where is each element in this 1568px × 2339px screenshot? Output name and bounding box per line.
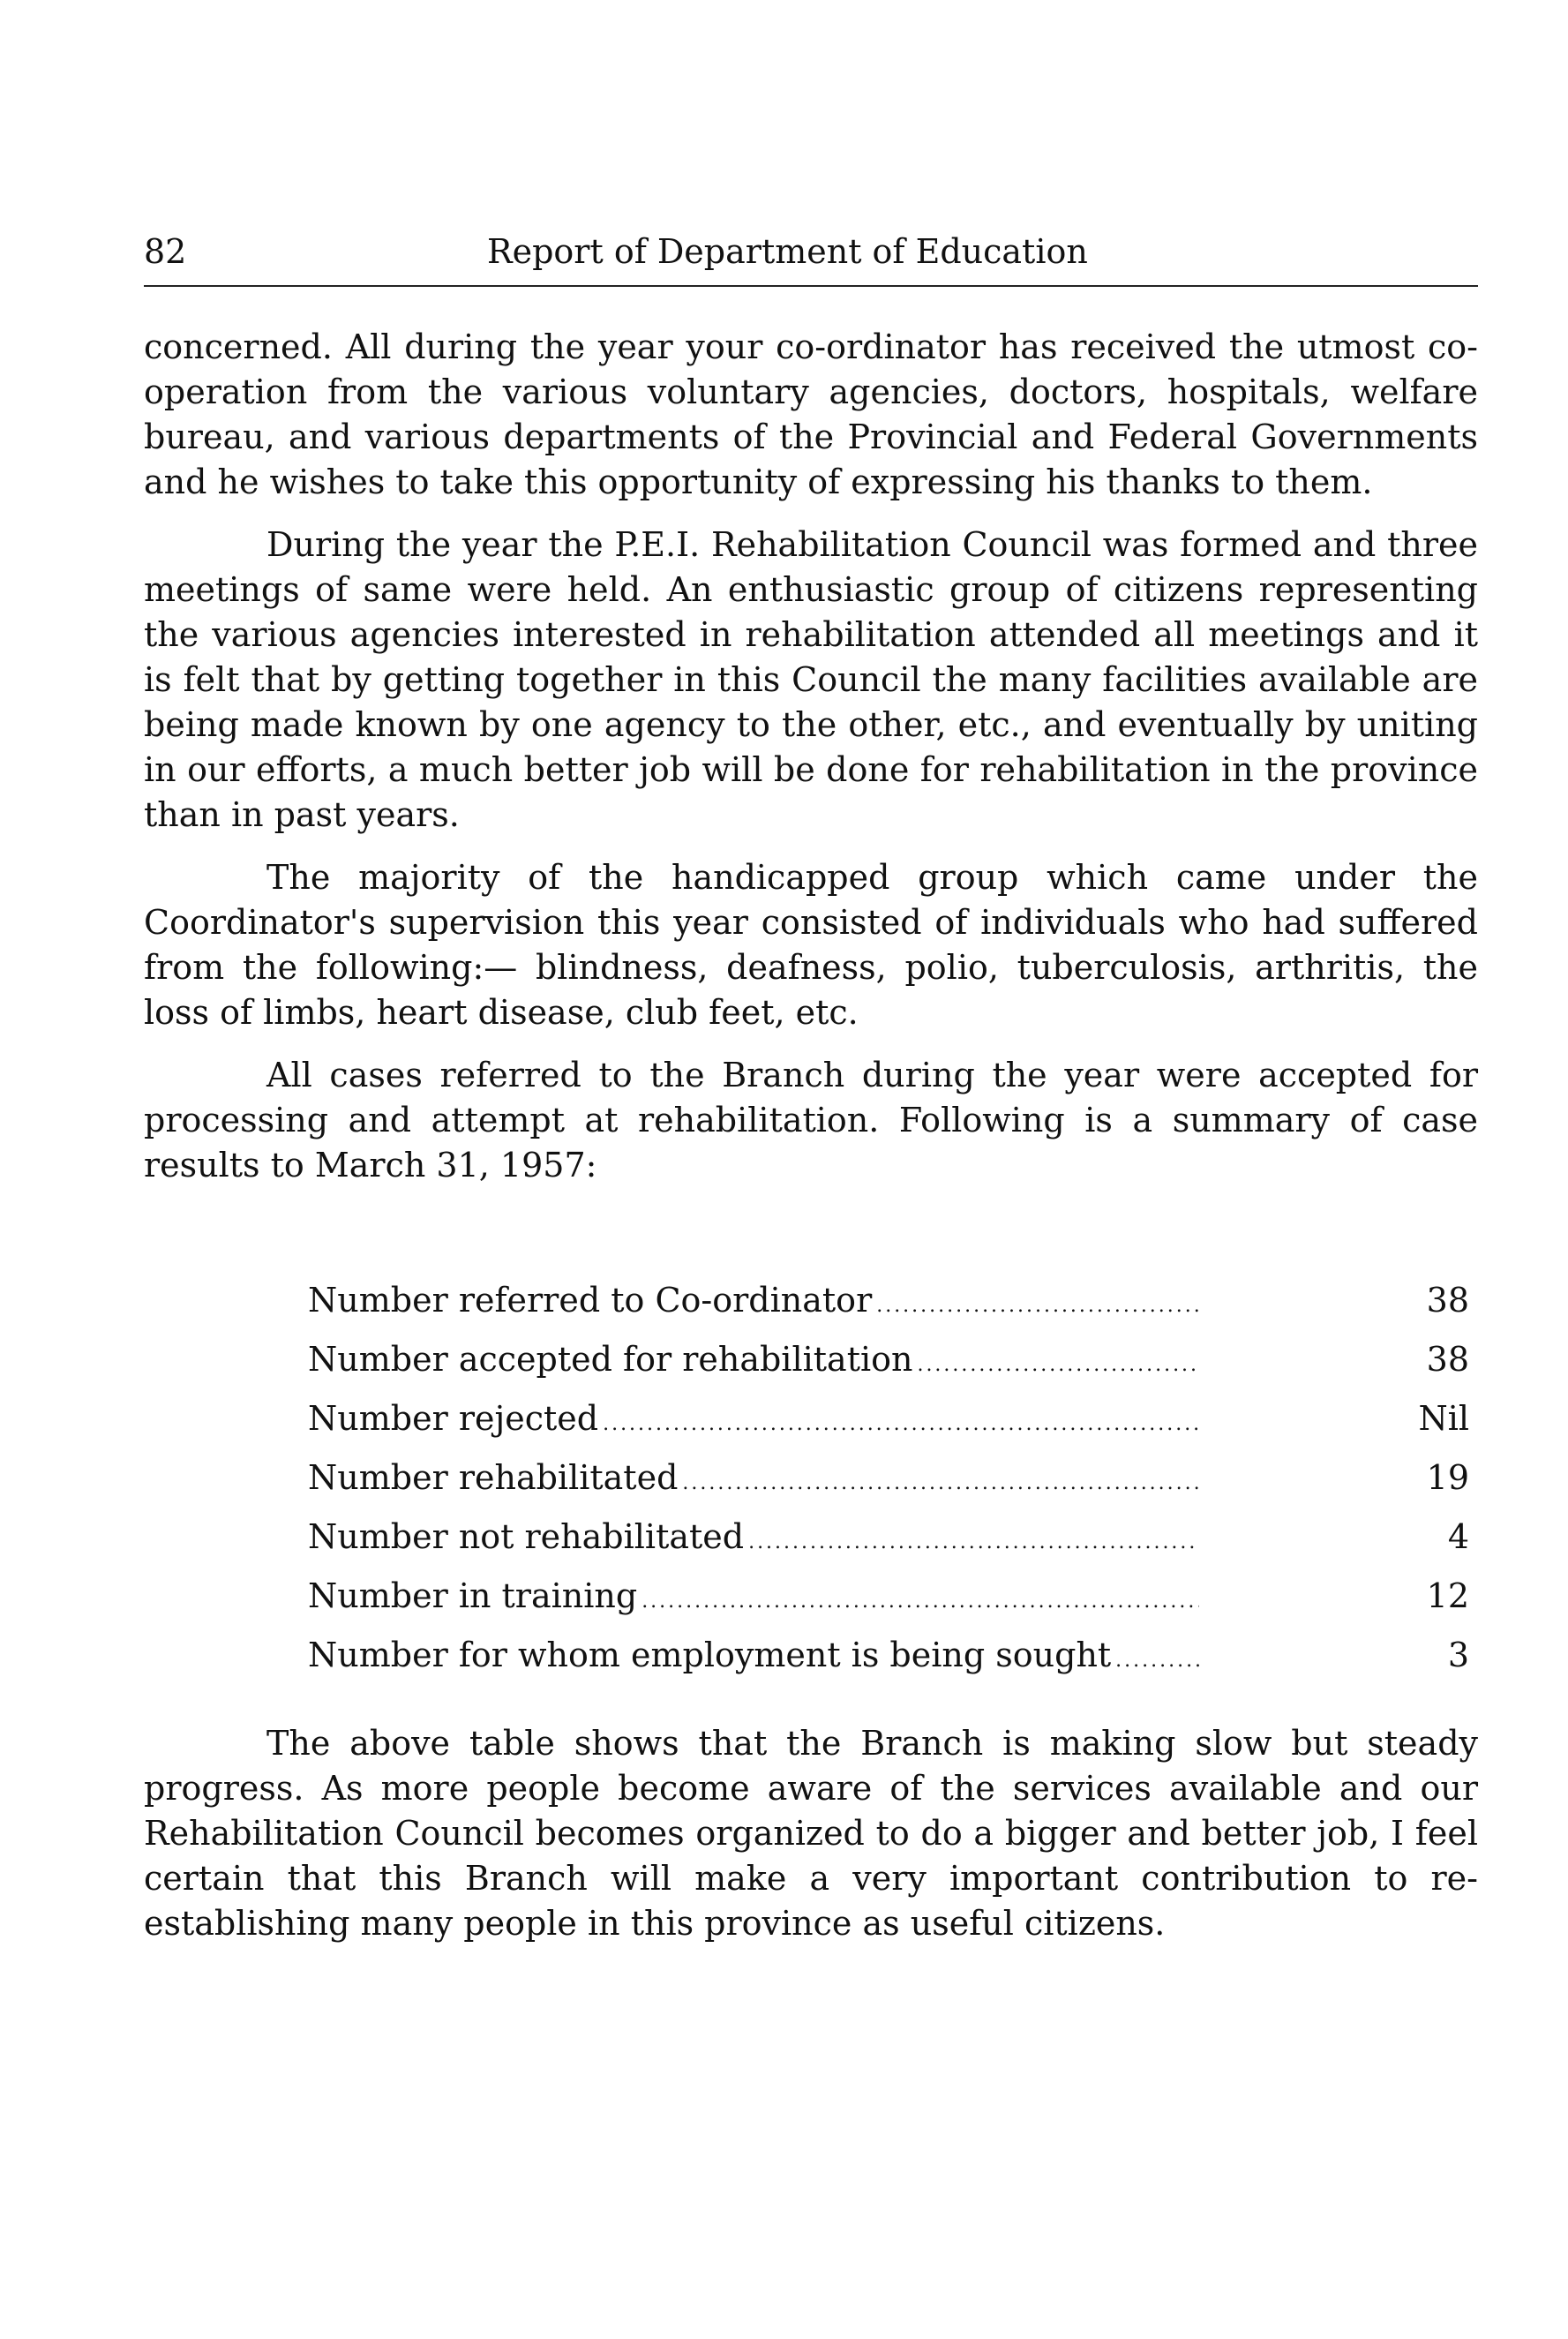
row-value: 19 [1426, 1458, 1469, 1497]
row-value: 4 [1447, 1517, 1469, 1556]
case-summary-table [308, 1271, 1469, 1685]
header-rule [144, 285, 1478, 287]
row-value: Nil [1418, 1399, 1469, 1438]
row-label: Number accepted for rehabilitation . . . [308, 1330, 1199, 1395]
row-label: Number rejected . . . [308, 1389, 1199, 1454]
row-label: Number rehabilitated . . . [308, 1448, 1199, 1513]
table-row [308, 1330, 1469, 1389]
row-value: 38 [1426, 1340, 1469, 1379]
table-row [308, 1271, 1469, 1330]
row-value: 3 [1447, 1636, 1469, 1674]
row-label: Number referred to Co-ordinator . . . [308, 1271, 1199, 1335]
closing-text [144, 1721, 1478, 1946]
table-row [308, 1626, 1469, 1685]
table-row [308, 1567, 1469, 1626]
paragraph-handicapped: The majority of the handicapped group which came under the Coordinator's supervision this year consisted of individuals who had suffered from the following:— blindness, deafness, polio, tuberculosis, arthritis, the loss of limbs, heart disease, club feet, etc. [144, 858, 1478, 1032]
body-text [144, 325, 1478, 1188]
row-label: Number not rehabilitated . . . [308, 1508, 1199, 1572]
paragraph-closing: The above table shows that the Branch is making slow but steady progress. As more people become aware of the services available and our Rehabilitation Council becomes organized to do a bigger and better job, I feel certain that this Branch will make a very important contribution to re-establishing many people in this province as useful citizens. [144, 1724, 1478, 1943]
row-value: 12 [1426, 1576, 1469, 1615]
paragraph-cases: All cases referred to the Branch during the year were accepted for processing and attempt at rehabilitation. Following is a summary of case results to March 31, 1957: [144, 1056, 1478, 1185]
row-label: Number in training . . . [308, 1567, 1199, 1631]
row-label: Number for whom employment is being sought . . . [308, 1626, 1199, 1690]
page-number: 82 [144, 232, 187, 271]
table-row [308, 1508, 1469, 1567]
running-title: Report of Department of Education [487, 232, 1088, 271]
table-row [308, 1448, 1469, 1508]
table-row [308, 1389, 1469, 1448]
paragraph-council: During the year the P.E.I. Rehabilitation Council was formed and three meetings of same were held. An enthusiastic group of citizens representing the various agencies interested in rehabilitation attended all meetings and it is felt that by getting together in this Council the many facilities available are being made known by one agency to the other, etc., and eventually by uniting in our efforts, a much better job will be done for rehabilitation in the province than in past years. [144, 525, 1478, 834]
page-header [144, 225, 1478, 278]
paragraph-continued: concerned. All during the year your co-ordinator has received the utmost co-operation from the various voluntary agencies, doctors, hospitals, welfare bureau, and various departments of the Provincial and Federal Governments and he wishes to take this opportunity of expressing his thanks to them. [144, 327, 1478, 501]
row-value: 38 [1426, 1281, 1469, 1320]
